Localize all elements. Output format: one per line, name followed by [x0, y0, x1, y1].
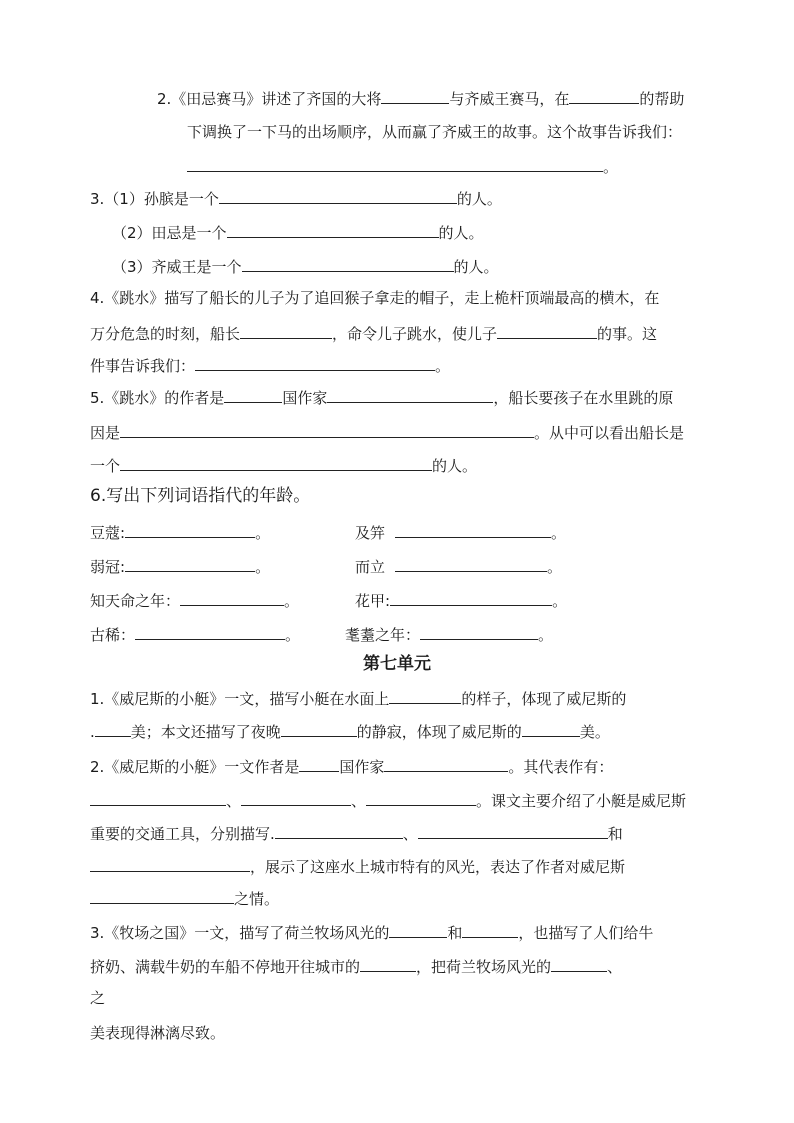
q6-end: 。: [552, 592, 568, 610]
q2-text: 的帮助: [639, 90, 685, 108]
q6-end: 。: [255, 524, 271, 542]
u7-q3-text: 挤奶、满载牛奶的车船不停地开往城市的: [90, 958, 361, 976]
q5-text: 一个: [90, 457, 121, 475]
u7-q2-text: 之情。: [234, 890, 280, 908]
answer-blank[interactable]: [120, 455, 432, 471]
u7-q2-line-4: [90, 856, 625, 877]
answer-blank[interactable]: [120, 422, 534, 438]
u7-q2-text: 。其代表作有：: [508, 758, 614, 776]
u7-q3-text: ，也描写了人们给牛: [518, 924, 654, 942]
u7-q2-line-5: [90, 888, 279, 909]
q6-end: 。: [255, 558, 271, 576]
answer-blank[interactable]: [366, 790, 476, 806]
u7-q1-line-2: [90, 721, 610, 742]
answer-blank[interactable]: [224, 387, 282, 403]
q2-text: 与齐威王赛马，在: [449, 90, 570, 108]
separator: 、: [351, 792, 367, 810]
q6-row-1-left: [90, 522, 270, 543]
answer-blank[interactable]: [420, 624, 538, 640]
section-heading: 第七单元: [363, 654, 431, 674]
answer-blank[interactable]: [219, 188, 457, 204]
q3-line-2: [112, 222, 484, 243]
q3-text: 的人。: [456, 190, 502, 208]
q2-text: 2.《田忌赛马》讲述了齐国的大将: [157, 90, 382, 108]
q4-text: 万分危急的时刻，船长: [90, 325, 241, 343]
answer-blank[interactable]: [395, 522, 551, 538]
q5-line-3: [90, 455, 477, 476]
answer-blank[interactable]: [95, 721, 131, 737]
q4-line-1: [90, 288, 659, 308]
q5-text: 国作家: [282, 389, 328, 407]
answer-blank[interactable]: [275, 823, 403, 839]
q6-title: 6.写出下列词语指代的年龄。: [90, 486, 311, 506]
u7-q2-text: 重要的交通工具，分别描写.: [90, 825, 275, 843]
u7-q3-text: ，把荷兰牧场风光的: [416, 958, 552, 976]
u7-q1-text: 美。: [579, 723, 610, 741]
u7-q1-text: 的静寂，体现了威尼斯的: [356, 723, 522, 741]
answer-blank[interactable]: [125, 556, 255, 572]
answer-blank[interactable]: [327, 387, 493, 403]
u7-q2-text: ，展示了这座水上城市特有的风光，表达了作者对威尼斯: [250, 858, 626, 876]
answer-blank[interactable]: [90, 790, 226, 806]
answer-blank[interactable]: [551, 956, 607, 972]
q4-text: 4.《跳水》描写了船长的儿子为了追回猴子拿走的帽子，走上桅杆顶端最高的横木，在: [90, 289, 660, 307]
q5-line-1: [90, 387, 673, 408]
separator: 、: [402, 825, 418, 843]
answer-blank[interactable]: [395, 556, 547, 572]
answer-blank[interactable]: [381, 88, 449, 104]
q5-line-2: [90, 422, 684, 443]
u7-q3-line-4: 美表现得淋漓尽致。: [90, 1024, 226, 1042]
q6-term: 及笄: [355, 524, 386, 542]
answer-blank[interactable]: [240, 323, 332, 339]
q6-end: 。: [285, 626, 301, 644]
answer-blank[interactable]: [125, 522, 255, 538]
answer-blank[interactable]: [90, 888, 234, 904]
u7-q3-text: 、: [607, 958, 623, 976]
q6-row-3-left: [90, 590, 299, 611]
q2-line-2: [187, 122, 682, 142]
q6-row-1-right: [355, 522, 566, 543]
answer-blank[interactable]: [227, 222, 439, 238]
answer-blank[interactable]: [135, 624, 285, 640]
u7-q1-text: .: [90, 723, 95, 741]
u7-q2-text: 和: [607, 825, 623, 843]
u7-q2-line-2: [90, 790, 686, 811]
answer-blank[interactable]: [390, 590, 552, 606]
answer-blank[interactable]: [418, 823, 608, 839]
q3-text: 3.（1）孙膑是一个: [90, 190, 219, 208]
answer-blank[interactable]: [180, 590, 284, 606]
answer-blank[interactable]: [90, 856, 250, 872]
q6-end: 。: [538, 626, 554, 644]
u7-q2-text: 国作家: [339, 758, 385, 776]
q4-line-2: [90, 323, 657, 344]
q6-row-3-right: [355, 590, 567, 611]
q4-line-3: [90, 355, 450, 376]
answer-blank[interactable]: [522, 721, 580, 737]
q6-term: 耄耋之年：: [345, 626, 421, 644]
q3-text: （3）齐威王是一个: [112, 258, 242, 276]
q2-line-3: [187, 156, 618, 177]
q3-line-3: [112, 256, 499, 277]
u7-q2-line-1: [90, 756, 613, 777]
q6-term: 古稀：: [90, 626, 136, 644]
q6-end: 。: [547, 558, 563, 576]
q6-row-2-right: [355, 556, 562, 577]
u7-q3-line-2: [90, 956, 622, 977]
q4-text: ，命令儿子跳水，使儿子: [332, 325, 498, 343]
q3-line-1: [90, 188, 502, 209]
q5-text: 。从中可以看出船长是: [534, 424, 685, 442]
u7-q3-text: 3.《牧场之国》一文，描写了荷兰牧场风光的: [90, 924, 390, 942]
q2-line-1: [157, 88, 684, 109]
q6-term: 而立: [355, 558, 386, 576]
answer-blank[interactable]: [242, 256, 454, 272]
q6-end: 。: [551, 524, 567, 542]
u7-q3-line-3: 之: [90, 989, 106, 1007]
u7-q1-text: 1.《威尼斯的小艇》一文，描写小艇在水面上: [90, 690, 390, 708]
q6-term: 花甲:: [355, 592, 391, 610]
q5-text: 因是: [90, 424, 121, 442]
u7-q2-line-3: [90, 823, 623, 844]
q3-text: 的人。: [453, 258, 499, 276]
q4-text: 件事告诉我们：: [90, 357, 196, 375]
answer-blank[interactable]: [389, 922, 447, 938]
q6-term: 弱冠:: [90, 558, 126, 576]
u7-q1-text: 美；本文还描写了夜晚: [130, 723, 281, 741]
u7-q3-line-1: [90, 922, 653, 943]
q3-text: （2）田忌是一个: [112, 224, 227, 242]
q3-text: 的人。: [438, 224, 484, 242]
answer-blank[interactable]: [569, 88, 639, 104]
q2-text: 下调换了一下马的出场顺序，从而赢了齐威王的故事。这个故事告诉我们：: [187, 123, 683, 141]
q5-text: ，船长要孩子在水里跳的原: [493, 389, 674, 407]
answer-blank[interactable]: [187, 156, 603, 172]
q6-term: 知天命之年：: [90, 592, 181, 610]
q5-text: 5.《跳水》的作者是: [90, 389, 225, 407]
answer-blank[interactable]: [462, 922, 518, 938]
answer-blank[interactable]: [360, 956, 416, 972]
u7-q2-text: 。课文主要介绍了小艇是威尼斯: [476, 792, 687, 810]
q2-end: 。: [603, 158, 619, 176]
answer-blank[interactable]: [299, 756, 339, 772]
q6-end: 。: [284, 592, 300, 610]
q6-row-4-right: [345, 624, 553, 645]
u7-q1-line-1: [90, 688, 626, 709]
u7-q2-text: 2.《威尼斯的小艇》一文作者是: [90, 758, 300, 776]
answer-blank[interactable]: [384, 756, 508, 772]
answer-blank[interactable]: [281, 721, 357, 737]
answer-blank[interactable]: [389, 688, 461, 704]
u7-q1-text: 的样子，体现了威尼斯的: [461, 690, 627, 708]
answer-blank[interactable]: [195, 355, 435, 371]
q5-text: 的人。: [432, 457, 478, 475]
q6-term: 豆蔻:: [90, 524, 126, 542]
answer-blank[interactable]: [241, 790, 351, 806]
q6-row-2-left: [90, 556, 270, 577]
u7-q3-text: 和: [447, 924, 463, 942]
q4-text: 。: [435, 357, 451, 375]
q4-text: 的事。这: [597, 325, 658, 343]
q6-row-4-left: [90, 624, 300, 645]
separator: 、: [226, 792, 242, 810]
answer-blank[interactable]: [497, 323, 597, 339]
